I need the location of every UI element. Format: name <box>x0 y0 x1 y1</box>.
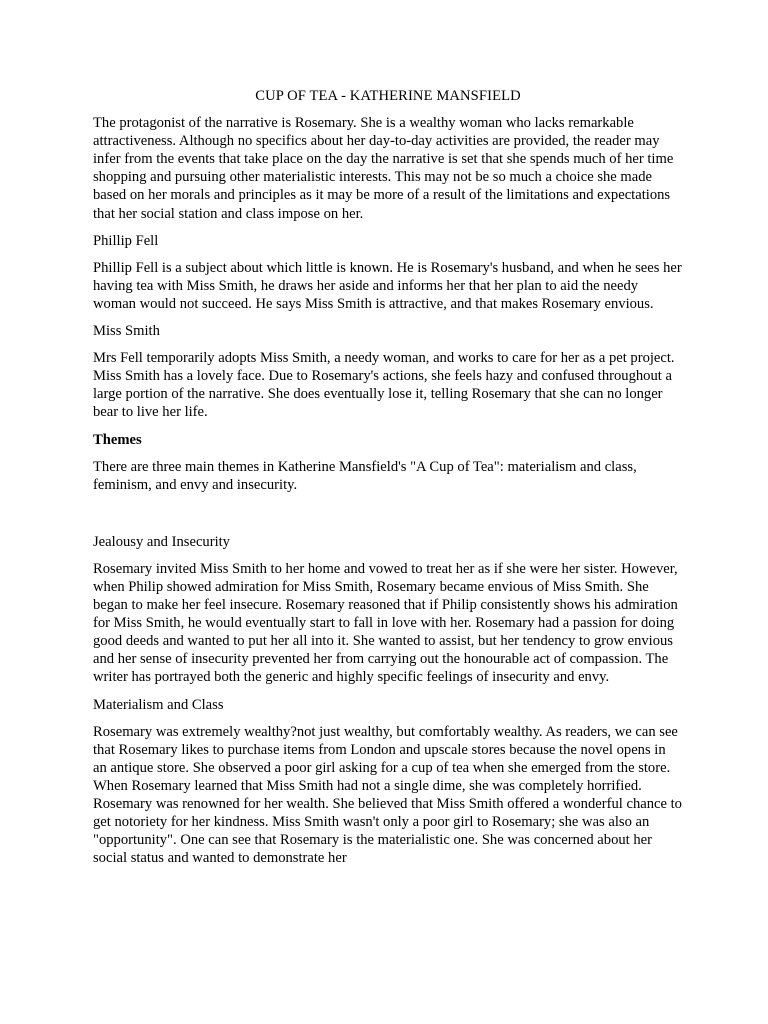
paragraph-themes: There are three main themes in Katherine Mansfield's "A Cup of Tea": materialism and class, feminism, and envy and insecurity. <box>93 458 637 493</box>
paragraph-jealousy-insecurity: Rosemary invited Miss Smith to her home and vowed to treat her as if she were her sister. However, when Philip showed admiration for Miss Smith, Rosemary became envious of Miss Smith. She began to make her feel insecure. Rosemary reasoned that if Philip consistently shows his admiration for Miss Smith, he would eventually start to fall in love with her. Rosemary had a passion for doing good deeds and wanted to put her all into it. She wanted to assist, but her tendency to grow envious and her sense of insecurity prevented her from carrying out the honourable act of compassion. The writer has portrayed both the generic and highly specific feelings of insecurity and envy. <box>93 560 678 686</box>
heading-themes: Themes <box>93 431 142 448</box>
intro-paragraph: The protagonist of the narrative is Rosemary. She is a wealthy woman who lacks remarkable attractiveness. Although no specifics about her day-to-day activities are provided, the reader may infer from the events that take place on the day the narrative is set that she spends much of her time shopping and pursuing other materialistic interests. This may not be so much a choice she made based on her morals and principles as it may be more of a result of the limitations and expectations that her social station and class impose on her. <box>93 115 674 222</box>
paragraph-miss-smith: Mrs Fell temporarily adopts Miss Smith, a needy woman, and works to care for her as a pet project. Miss Smith has a lovely face. Due to Rosemary's actions, she feels hazy and confused throughout a large portion of the narrative. She does eventually lose it, telling Rosemary that she can no longer bear to live her life. <box>93 350 675 421</box>
heading-materialism-class: Materialism and Class <box>93 696 224 713</box>
heading-miss-smith: Miss Smith <box>93 323 160 340</box>
heading-jealousy-insecurity: Jealousy and Insecurity <box>93 533 230 550</box>
document-title: CUP OF TEA - KATHERINE MANSFIELD <box>255 88 521 104</box>
heading-phillip-fell: Phillip Fell <box>93 232 159 249</box>
paragraph-phillip-fell: Phillip Fell is a subject about which little is known. He is Rosemary's husband, and when he sees her having tea with Miss Smith, he draws her aside and informs her that her plan to aid the needy woman would not succeed. He says Miss Smith is attractive, and that makes Rosemary envious. <box>93 259 682 312</box>
paragraph-materialism-class: Rosemary was extremely wealthy?not just wealthy, but comfortably wealthy. As readers, we can see that Rosemary likes to purchase items from London and upscale stores because the novel opens in an antique store. She observed a poor girl asking for a cup of tea when she emerged from the store. When Rosemary learned that Miss Smith had not a single dime, she was completely horrified. Rosemary was renowned for her wealth. She believed that Miss Smith offered a wonderful chance to get notoriety for her kindness. Miss Smith wasn't only a poor girl to Rosemary; she was also an "opportunity". One can see that Rosemary is the materialistic one. She was concerned about her social status and wanted to demonstrate her <box>93 723 682 867</box>
section-gap <box>93 503 683 533</box>
document-page <box>93 87 683 876</box>
